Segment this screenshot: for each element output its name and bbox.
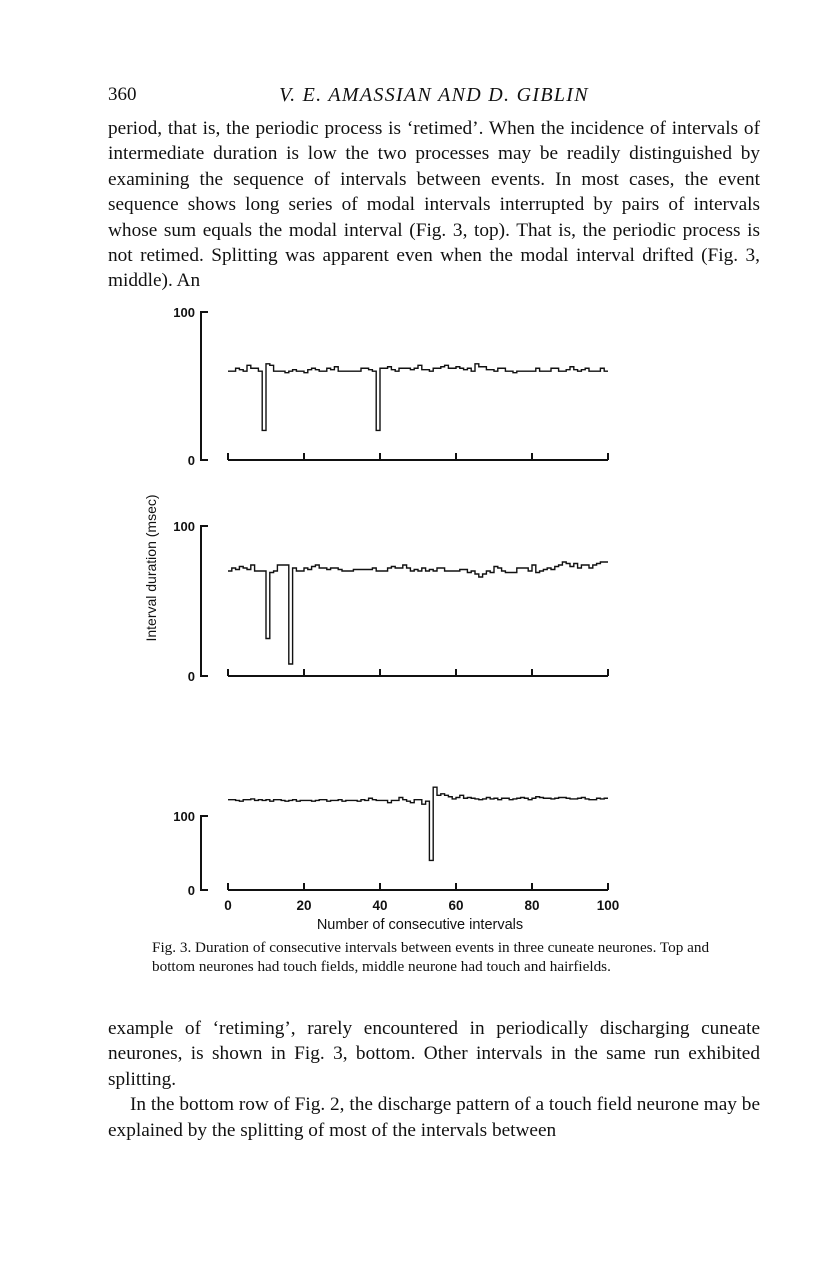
body-paragraph-bottom <box>108 1016 760 1143</box>
x-tick-label: 0 <box>224 898 232 913</box>
running-head: V. E. AMASSIAN AND D. GIBLIN <box>279 84 589 106</box>
figure-3-chart <box>130 298 650 938</box>
y-tick-label: 0 <box>187 453 195 468</box>
x-tick-label: 20 <box>296 898 312 913</box>
y-axis-line <box>201 526 208 676</box>
y-tick-label: 0 <box>187 883 195 898</box>
y-axis-line <box>201 816 208 890</box>
paragraph-text: period, that is, the periodic process is ‘retimed’. When the incidence of intervals of intermediate duration is low the two processes may be readily distinguished by examining the sequence of intervals between events. In most cases, the event sequence shows long series of modal intervals interrupted by pairs of intervals whose sum equals the modal interval (Fig. 3, top). That is, the periodic process is not retimed. Splitting was apparent even when the modal interval drifted (Fig. 3, middle). An <box>108 118 760 292</box>
page-header <box>108 84 760 110</box>
y-axis-label: Interval duration (msec) <box>143 494 159 642</box>
y-axis-line <box>201 312 208 460</box>
series-line-bottom <box>228 787 608 860</box>
x-axis-label: Number of consecutive intervals <box>316 917 524 933</box>
y-tick-label: 100 <box>173 519 195 534</box>
y-tick-label: 0 <box>187 669 195 684</box>
series-line-middle <box>228 562 608 664</box>
figure-caption <box>152 938 742 976</box>
y-tick-label: 100 <box>173 305 195 320</box>
x-tick-label: 80 <box>524 898 540 913</box>
series-line-top <box>228 364 608 431</box>
page-number: 360 <box>108 84 137 105</box>
paragraph-text: example of ‘retiming’, rarely encountered in periodically discharging cuneate neurones, is shown in Fig. 3, bottom. Other intervals in the same run exhibited splitting. <box>108 1018 760 1090</box>
x-tick-label: 40 <box>372 898 388 913</box>
x-tick-label: 100 <box>596 898 620 913</box>
caption-text: Fig. 3. Duration of consecutive intervals between events in three cuneate neurones. Top and bottom neurones had touch fields, middle neurone had touch and hairfields. <box>152 939 710 975</box>
x-tick-label: 60 <box>448 898 464 913</box>
y-tick-label: 100 <box>173 809 195 824</box>
paragraph-text: In the bottom row of Fig. 2, the discharge pattern of a touch field neurone may be explained by the splitting of most of the intervals between <box>108 1094 760 1141</box>
body-paragraph-top <box>108 116 760 294</box>
